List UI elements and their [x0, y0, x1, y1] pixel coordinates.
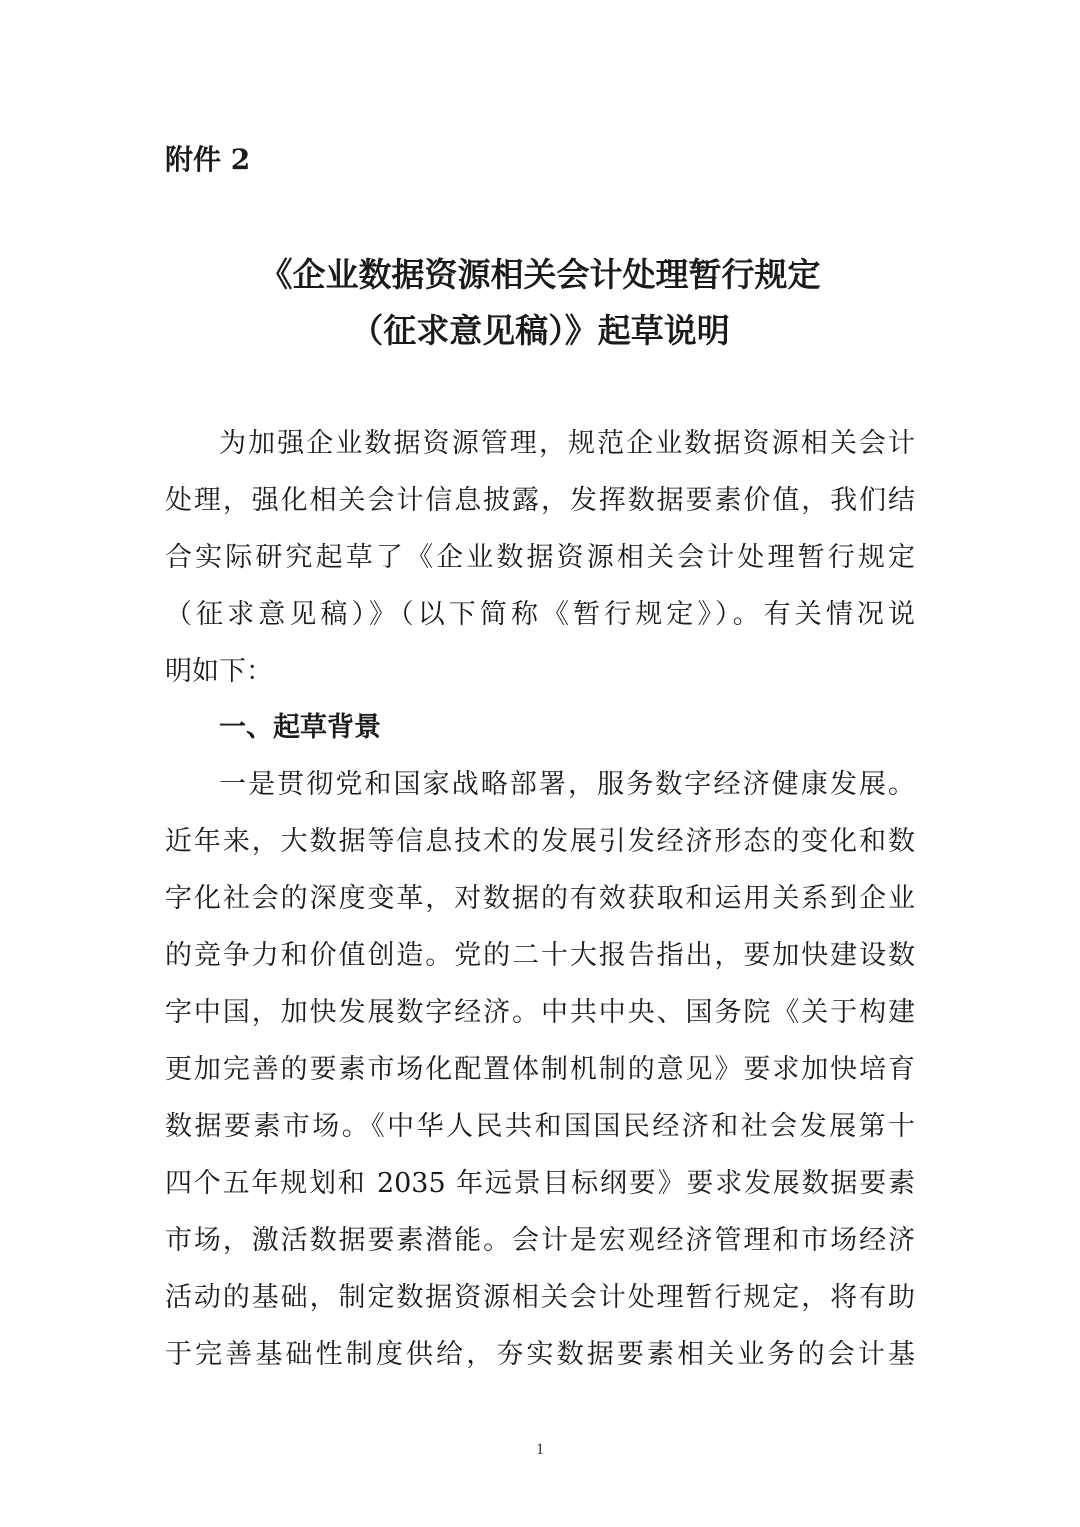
section-heading: 一、起草背景: [219, 712, 381, 743]
document-title-line-2: （征求意见稿）》起草说明: [350, 311, 730, 350]
body-line: 于完善基础性制度供给，夯实数据要素相关业务的会计基: [165, 1339, 915, 1370]
attachment-label: 附件 2: [165, 143, 251, 176]
body-line: 字化社会的深度变革，对数据的有效获取和运用关系到企业: [165, 883, 915, 914]
intro-line: 明如下：: [165, 656, 273, 687]
body-line: 近年来，大数据等信息技术的发展引发经济形态的变化和数: [165, 826, 915, 857]
intro-line: （征求意见稿）》（以下简称《暂行规定》）。有关情况说: [165, 599, 915, 630]
body-line: 市场，激活数据要素潜能。会计是宏观经济管理和市场经济: [165, 1225, 915, 1256]
body-line: 更加完善的要素市场化配置体制机制的意见》要求加快培育: [165, 1054, 915, 1085]
body-line: 的竞争力和价值创造。党的二十大报告指出，要加快建设数: [165, 940, 915, 971]
page-number: 1: [536, 1441, 544, 1458]
intro-line: 为加强企业数据资源管理，规范企业数据资源相关会计: [219, 428, 915, 459]
body-line: 字中国，加快发展数字经济。中共中央、国务院《关于构建: [165, 997, 915, 1028]
body-line: 数据要素市场。《中华人民共和国国民经济和社会发展第十: [165, 1111, 915, 1142]
body-line: 活动的基础，制定数据资源相关会计处理暂行规定，将有助: [165, 1282, 915, 1313]
intro-line: 合实际研究起草了《企业数据资源相关会计处理暂行规定: [165, 542, 915, 573]
key-sentence: 一是贯彻党和国家战略部署，服务数字经济健康发展。: [219, 769, 915, 800]
document-title-line-1: 《企业数据资源相关会计处理暂行规定: [259, 255, 821, 294]
intro-line: 处理，强化相关会计信息披露，发挥数据要素价值，我们结: [165, 485, 915, 516]
body-line: 四个五年规划和 2035 年远景目标纲要》要求发展数据要素: [165, 1168, 915, 1199]
